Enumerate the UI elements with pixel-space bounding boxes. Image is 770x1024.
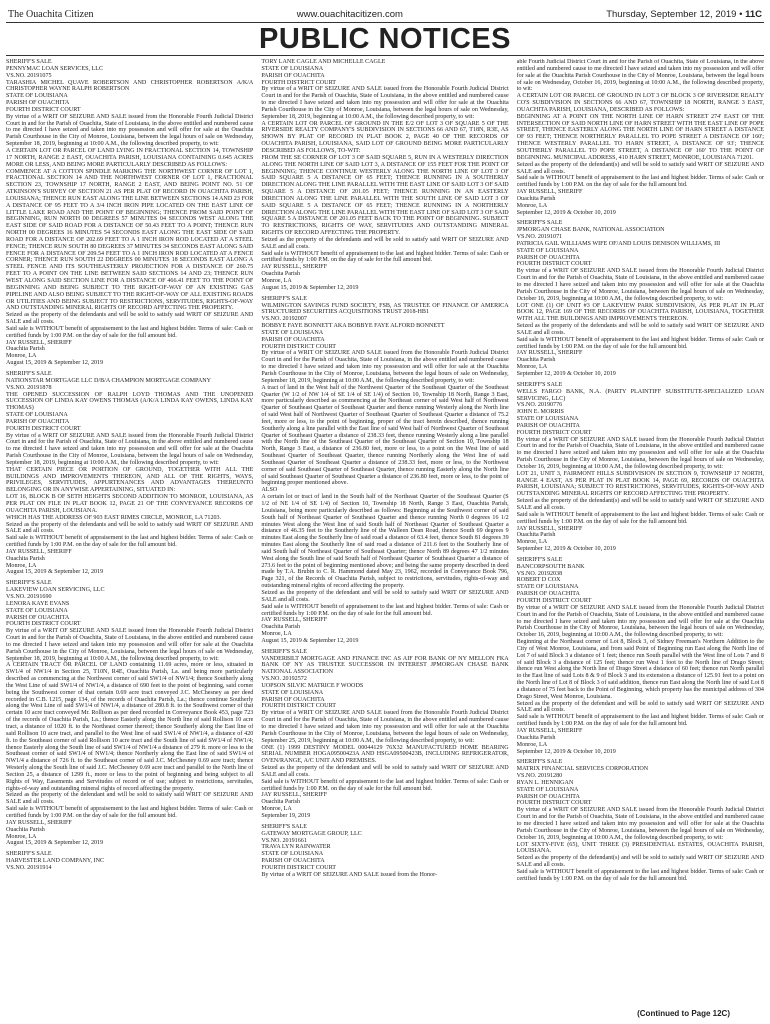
notice-line: Seized as the property of the defendants and will be sold to satisfy said WRIT OF SEIZURE AND SALE and all costs.	[6, 521, 254, 535]
notice-line: ONE (1) 1999 DESTINY MODEL 00044129 76X32 MANUFACTURED HOME BEARING SERIAL NUMBER HOGA09500423A AND HSGA09500423B, INCLUDING REFRIGERATOR, OVEN/RANGE, A/C UNIT AND PREMISES.	[261, 744, 509, 765]
notice-line: Seized as the property of the defendants and will be sold to satisfy said WRIT OF SEIZURE AND SALE and all costs.	[516, 323, 764, 336]
notice-line: By virtue of a WRIT OF SEIZURE AND SALE issued from the Honorable Fourth Judicial District Court in and for the Parish of Ouachita, State of Louisiana, in the above entitled and numbered cause to me directed I have seized and taken into my possession and will offer for sale at the Ouachita Parish Courthouse in the City of Monroe, Louisiana, between the legal hours of sale on Wednesday, October 16, 2019, beginning at 10:00 A.M., the following described property, to wit:	[516, 604, 764, 639]
notice-line: Beginning at the Northeast corner of Lot 8, Block 3, of Sidney Freeman's Northern Addition to the City of West Monroe, Louisiana, and from said Point of Beginning run East along the North line of Lot 7 of said Block 3 a distance of 1 feet; thence run South parallel with the West line of Lots 7 and 8 of said Block 3 a distance of 125 feet; thence run West 1 foot to the North line of Drago Street; thence run West along the North line of Drago Street a distance of 60 feet; thence run North parallel to the East line of said Lots 8 & 9 of Block 3 and its extension a distance of 125.91 feet to a point on the North line of Lot 8 of Block 3 of said addition, thence run East along the North line of said Lot 8 a distance of 75 feet back to the Point of Beginning, which property has the municipal address of 304 Drago Street, West Monroe, Louisiana.	[516, 639, 764, 700]
notice-line: FOURTH DISTRICT COURT	[516, 800, 592, 807]
paper-name: The Ouachita Citizen	[8, 9, 94, 20]
notice-line: PARISH OF OUACHITA	[261, 72, 325, 79]
notice-line: SHERIFF'S SALE	[6, 370, 52, 377]
notice-line: PARISH OF OUACHITA	[516, 254, 580, 261]
notice-line: SHERIFF'S SALE	[261, 295, 307, 302]
notice-line: September 19, 2019	[261, 812, 311, 819]
notice-line: SHERIFF'S SALE	[261, 823, 307, 830]
page-number: 11C	[745, 9, 762, 20]
notice-line: Ouachita Parish	[516, 532, 556, 539]
notice-line: PARISH OF OUACHITA	[261, 336, 325, 343]
notice-line: LOT 16, BLOCK B OF SETH HEIGHTS SECOND ADDITION TO MONROE, LOUISIANA, AS PER PLAT ON FILE IN PLAT BOOK 12, PAGE 21 OF THE CONVEYANCE RECORDS OF OUACHITA PARISH, LOUISIANA.	[6, 494, 254, 514]
notice-line: Seized as the property of the defendant(s) and will be sold to satisfy said WRIT OF SEIZURE AND SALE and all costs.	[516, 855, 764, 869]
notice-line: VS.NO. 20191280	[516, 773, 563, 780]
legal-notice	[517, 557, 764, 755]
notice-line: Monroe, LA	[516, 364, 548, 371]
notice-line: LENORA KAYE EVANS	[6, 600, 70, 607]
legal-notice	[517, 382, 764, 553]
notice-line: Said sale is WITHOUT benefit of appraisement to the last and highest bidder. Terms of sale: Cash or certified funds by 1:00 P.M. on the day of sale for the full amount bid.	[516, 511, 764, 525]
notice-line: PARISH OF OUACHITA	[516, 591, 580, 598]
issue-date: Thursday, September 12, 2019	[606, 9, 737, 20]
column-1	[6, 59, 253, 1017]
notice-line: Said sale is WITHOUT benefit of appraisement to the last and highest bidder. Terms of sale: Cash or certified funds by 1:00 P.M. on the day of sale for the full amount bid.	[6, 806, 254, 819]
notice-line: VS.NO. 20191914	[6, 864, 52, 871]
notice-line: A CERTAIN TRACT OR PARCEL OF LAND containing 11.69 acres, more or less, situated in SW1/4 of NW1/4 in Section 25, T10N, R4E, Ouachita Parish, La. and being more particularly described as commencing at the Northwest corner of said SW1/4 of NW1/4; thence Southerly along the West Line of said SW1/4 of NW1/4, a distance of 690 feet to the point of beginning, said corner being the Southwest corner of that certain 0.69 acre tract conveyed J.C. McChesney as per deed recorded in C.B. 1215, page 134, of the records of Ouachita Parish, La.; thence continue Southerly along the West Line of said SW1/4 of NW1/4, a distance of 280.8 ft. to the Southwest corner of that certain 10 acre tract conveyed Mr. Rollison as per deed recorded in Conveyance Book 453, page 723 of the records of Ouachita Parish, La.; thence Easterly along the North line of said Rollison 10 acre tract, a distance of 1020 ft. to the Northeast corner thereof; thence Southerly along the East line of said Rollison 10 acre tract, and parallel to the West line of said SW1/4 of NW1/4, a distance of 420 ft. to the Southeast corner of said Rollison 10 acre tract and the South line of said SW1/4 of NW1/4; thence Easterly along the South line of said SW1/4 of NW1/4 a distance of 279 ft. more or less to the Southeast corner of said SW1/4 of NW1/4; thence Northerly along the East line of said SW1/4 of NW1/4 a distance of 726 ft. to the Southeast corner of said J.C. McChesney 0.69 acre tract; thence Westerly along the South line of said J.C. McChesney 0.69 acre tract and parallel to the North line of Section 25, a distance of 1299 ft., more or less to the point of beginning and being subject to all Rights of Way, Easements and Servitudes of record or of use; subject to restrictions, servitudes, rights-of-way and outstanding mineral rights of record affecting the property.	[6, 662, 254, 792]
notice-line: PENNYMAC LOAN SERVICES, LLC	[6, 65, 104, 72]
notice-line: LOT SIXTY-FIVE (65), UNIT THREE (3) PRESIDENTIAL ESTATES, OUACHITA PARISH, LOUISIANA.	[516, 841, 764, 855]
notice-line: VS.NO. 20191661	[261, 837, 307, 844]
notice-line: BANCORPSOUTH BANK	[516, 563, 585, 570]
legal-notice	[261, 649, 508, 820]
column-2	[261, 59, 508, 1017]
notice-line: SHERIFF'S SALE	[516, 220, 563, 227]
notice-line: By virtue of a WRIT OF SEIZURE AND SALE issued from the Honorable Fourth Judicial District Court in and for the Parish of Ouachita, State of Louisiana, in the above entitled and numbered cause to me directed I have seized and taken into my possession and will offer for sale at the Ouachita Parish Courthouse in the City of Monroe, Louisiana, between the legal hours of sale on Wednesday, October 16, 2019, beginning at 10:00 A.M., the following described property, to wit:	[516, 268, 764, 302]
notice-line: VS.NO. 20191878	[6, 384, 52, 391]
notice-line: Monroe, LA	[6, 562, 37, 569]
notice-line: August 15, 2019 & September 12, 2019	[261, 284, 359, 291]
notice-line: Said sale is WITHOUT benefit of appraisement to the last and highest bidder. Terms of sale: Cash or certified funds by 1:00 P.M. on the day of sale for the full amount bid.	[516, 868, 764, 882]
notice-line: Seized as the property of the defendant and will be sold to satisfy said WRIT OF SEIZURE AND SALE and all costs.	[261, 589, 509, 603]
notice-line: Seized as the property of the defendant(s) and will be sold to satisfy said WRIT OF SEIZURE AND SALE and all costs.	[516, 498, 764, 511]
notice-line: JAY RUSSELL, SHERIFF	[516, 728, 583, 734]
notice-line: PARISH OF OUACHITA	[6, 614, 70, 621]
notice-line: ALSO	[261, 487, 278, 494]
notice-line: August 15, 2019 & September 12, 2019	[261, 637, 359, 644]
notice-line: A tract of land in the West half of the Northwest Quarter of the Southeast Quarter of the Southeast Quarter (W 1/2 of NW 1/4 of SE 1/4 of SE 1/4) of Section 10, Township 18 North, Range 3 East, more particularly described as commencing at the Northeast corner of said West half of Northwest Quarter of Southeast Quarter of Southeast Quarter and thence running Westerly along the North line of said West half of Northwest Quarter of Southeast Quarter of Southeast Quarter a distance of 75.2 feet, more or less, to the point of beginning, proper of the tract herein described, thence running Southerly along a line parallel with the East line of said West half of Northwest Quarter of Southeast Quarter of Southeast Quarter a distance of 238.33 feet, thence running Westerly along a line parallel with the North line of the Southeast Quarter of the Southeast Quarter of Section 10, Township 18 North, Range 3 East, a distance of 236.80 feet, more or less, to a point on the West line of said Southeast Quarter of Southeast Quarter, thence running Northerly along the West line of said Southeast Quarter of Southeast Quarter a distance of 238.33 feet, more or less, to the Northwest corner of said Southeast Quarter of Southeast Quarter, thence running Easterly along the North line of said Southeast Quarter of Southeast Quarter a distance of 236.80 feet, more or less, to the point of beginning proper mentioned above.	[261, 384, 509, 487]
notice-line: Said sale is WITHOUT benefit of appraisement to the last and highest bidder. Terms of sale: Cash or certified funds by 1:00 P.M. on the day of sale for the full amount bid.	[6, 535, 254, 549]
notice-line: JAY RUSSELL, SHERIFF	[261, 792, 328, 799]
notice-line: By virtue of a WRIT OF SEIZURE AND SALE issued from the Honor-	[261, 871, 438, 878]
notice-line: SHERIFF'S SALE	[6, 851, 52, 858]
notice-line: SHERIFF'S SALE	[516, 381, 563, 388]
notice-line: Said sale is WITHOUT benefit of appraisement to the last and highest bidder. Terms of sale: Cash or certified funds by 1:00 P.M. on the day of sale for the full amount bid.	[261, 250, 509, 264]
notice-line: SHERIFF'S SALE	[516, 556, 563, 563]
notice-line: By virtue of a WRIT OF SEIZURE AND SALE issued from the Honorable Fourth Judicial District Court in and for the Parish of Ouachita, State of Louisiana, in the above entitled and numbered cause to me directed I have seized and taken into my possession and will offer for sale at the Ouachita Parish Courthouse in the City of Monroe, Louisiana, between the legal hours of sale on Wednesday, September 25, 2019, beginning at 10:00 A.M., the following described property, to wit:	[261, 710, 509, 744]
notice-line: STATE OF LOUISIANA	[516, 584, 579, 591]
notice-line: FOURTH DISTRICT COURT	[516, 597, 592, 604]
notice-line: August 15, 2019 & September 12, 2019	[6, 569, 104, 576]
notice-line: FOURTH DISTRICT COURT	[6, 425, 81, 432]
notice-line: Monroe, LA	[6, 353, 37, 360]
notice-line: By virtue of a WRIT OF SEIZURE AND SALE issued from the Honorable Fourth Judicial District Court in and for the Parish of Ouachita, State of Louisiana, in the above entitled and numbered cause to me directed I have seized and taken into my possession and will offer for sale at the Ouachita Parish Courthouse in the City of Monroe, Louisiana, between the legal hours of sale on Wednesday, September 18, 2019, beginning at 10:00 A.M., the following described property, to wit:	[6, 113, 254, 148]
notice-line: STATE OF LOUISIANA	[261, 65, 324, 72]
notice-line: FOURTH DISTRICT COURT	[516, 261, 592, 268]
legal-notice	[517, 759, 764, 882]
notice-line: able Fourth Judicial District Court in and for the Parish of Ouachita, State of Louisiana, in the above entitled and numbered cause to me directed I have seized and taken into my possession and will offer for sale at the Ouachita Parish Courthouse in the City of Monroe, Louisiana, between the legal hours of sale on Wednesday, October 16, 2019, beginning at 10:00 A.M., the following described property, to wit:	[516, 59, 764, 93]
notice-line: Monroe, LA	[261, 631, 292, 638]
notice-line: COMMENCE AT A COTTON SPINDLE MARKING THE NORTHWEST CORNER OF LOT 1, FRACTIONAL SECTION 14 AND THE NORTHWEST CORNER OF LOT 1, FRACTIONAL SECTION 23, TOWNSHIP 17 NORTH, RANGE 2 EAST, AND BEING POINT NO. 51 OF ATKINSON'S SURVEY OF SECTION 21 AS PER PLAT OF RECORD IN OUACHITA PARISH, LOUISIANA; THENCE RUN EAST ALONG THE LINE BETWEEN SECTIONS 14 AND 23 FOR A DISTANCE OF 95 FEET TO A 3/4 INCH IRON PIPE LOCATED ON THE EAST LINE OF LITTLE LAKE ROAD AND THE POINT OF BEGINNING; THENCE FROM SAID POINT OF BEGINNING, RUN NORTH 00 DEGREES 57 MINUTES 04 SECONDS WEST ALONG THE EAST SIDE OF SAID ROAD FOR A DISTANCE OF 50.43 FEET TO A POINT; THENCE RUN NORTH 00 DEGREES 16 MINUTES 54 SECONDS EAST ALONG THE EAST SIDE OF SAID ROAD FOR A DISTANCE OF 202.69 FEET TO A 1 INCH IRON ROD LOCATED AT A STEEL FENCE; THENCE RUN SOUTH 80 DEGREES 37 MINUTES 34 SECONDS EAST ALONG SAID FENCE FOR A DISTANCE OF 209.54 FEET TO A 1 INCH IRON ROD LOCATED AT A FENCE CORNER; THENCE RUN SOUTH 22 DEGREES 00 MINUTES 18 SECONDS EAST ALONG A STEEL FENCE AND ITS SOUTHEASTERLY PROJECTION FOR A DISTANCE OF 260.75 FEET TO A POINT ON THE LINE BETWEEN SAID SECTIONS 14 AND 23; THENCE RUN WEST ALONG SAID SECTION LINE FOR A DISTANCE OF 466.41 FEET TO THE POINT OF BEGINNING AND BEING SUBJECT TO THE RIGHT-OF-WAY OF AN EXISTING GAS PIPELINE AND ALSO BEING SUBJECT TO THE RIGHT-OF-WAY OF ALL EXISTING ROADS OR UTILITIES AND BEING SUBJECT TO RESTRICTIONS, SERVITUDES, RIGHTS-OF-WAY AND OUTSTANDING MINERAL RIGHTS OF RECORD AFFECTING THE PROPERTY.	[6, 168, 254, 312]
notice-line: Seized as the property of the defendant and will be sold to satisfy said WRIT OF SEIZURE AND SALE and all costs.	[261, 765, 509, 778]
notice-line: JAY RUSSELL, SHERIFF	[6, 819, 72, 826]
notice-line: SHERIFF'S SALE	[516, 759, 563, 766]
continued-note: (Continued to Page 12C)	[637, 1009, 730, 1018]
notice-line: SHERIFF'S SALE	[6, 580, 52, 587]
notice-line: A CERTAIN LOT OR PARCEL OF GROUND IN LOT 3 OF BLOCK 3 OF RIVERSIDE REALTY CO'S SUBDIVISION IN SECTIONS 66 AND 67, TOWNSHIP 18 NORTH, RANGE 3 EAST, OUACHITA PARISH, LOUISIANA, DESCRIBED AS FOLLOWS:	[516, 93, 764, 113]
notice-line: Monroe, LA	[516, 741, 548, 748]
legal-notice	[6, 371, 253, 576]
notice-line: Monroe, LA	[261, 806, 292, 813]
notice-line: FOURTH DISTRICT COURT	[6, 621, 81, 628]
legal-notice	[261, 824, 508, 879]
notice-line: FOURTH DISTRICT COURT	[261, 864, 336, 871]
notice-line: Ouachita Parish	[6, 826, 45, 833]
notice-line: Seized as the property of the defendants and will be sold to satisfy said WRIT OF SEIZURE AND SALE and all costs.	[6, 312, 254, 326]
section-banner: PUBLIC NOTICES	[6, 23, 764, 56]
notice-line: LAKEVIEW LOAN SERVICING, LLC	[6, 587, 105, 594]
notice-line: Seized as the property of the defendant and will be sold to satisfy said WRIT OF SEIZURE AND SALE and all costs.	[6, 792, 254, 806]
notice-line: PARISH OF OUACHITA	[516, 793, 580, 800]
date-page: Thursday, September 12, 2019 • 11C	[606, 9, 762, 20]
notice-line: WILMINGTON SAVINGS FUND SOCIETY, FSB, AS TRUSTEE OF FINANCE OF AMERICA STRUCTURED SECURITIES ACQUISITIONS TRUST 2018-HB1	[261, 302, 509, 316]
legal-notice	[517, 220, 764, 377]
notice-line: Said sale is WITHOUT benefit of appraisement to the last and highest bidder. Terms of sale: Cash or certified funds by 1:00 P.M. on the day of sale for the full amount bid.	[516, 714, 764, 728]
notice-line: Ouachita Parish	[516, 357, 556, 364]
notice-line: JAY RUSSELL, SHERIFF	[6, 548, 72, 555]
notice-line: Monroe, LA	[6, 833, 37, 840]
legal-notice	[6, 59, 253, 367]
notice-line: August 15, 2019 & September 12, 2019	[6, 360, 104, 367]
notice-line: STATE OF LOUISIANA	[516, 416, 579, 423]
notice-line: TARASHIA MICHEL QUAVE ROBERTSON AND CHRISTOPHER ROBERTSON A/K/A CHRISTOPHER WAYNE RALPH ROBERTSON	[6, 79, 254, 93]
notice-line: PARISH OF OUACHITA	[261, 858, 325, 865]
notice-line: Ouachita Parish	[261, 799, 301, 806]
notice-line: VS.NO. 20192038	[516, 570, 563, 577]
notice-line: August 15, 2019 & September 12, 2019	[6, 840, 104, 847]
notice-line: STATE OF LOUISIANA	[261, 851, 324, 858]
notice-line: Ouachita Parish	[6, 346, 45, 353]
notice-line: Said sale is WITHOUT benefit of appraisement to the last and highest bidder. Terms of sale: Cash or certified funds by 1:00 P.M. on the day of sale for the full amount bid.	[6, 325, 254, 339]
notice-line: A CERTAIN LOT OR PARCEL OF GROUND IN THE E/2 OF LOT 3 OF SQUARE 5 OF THE RIVERSIDE REALTY COMPANY'S SUBDIVISION IN SECTIONS 66 AND 67, T18N, R3E, AS SHOWN BY PLAT OF RECORD IN PLAT BOOK 2, PAGE 40 OF THE RECORDS OF OUACHITA PARISH, LOUISIANA, SAID LOT OF GROUND BEING MORE PARTICULARLY DESCRIBED AS FOLLOWS, TO-WIT:	[261, 120, 509, 154]
notice-line: JAY RUSSELL, SHERIFF	[6, 339, 72, 346]
legal-notice	[261, 296, 508, 645]
notice-line: STATE OF LOUISIANA	[261, 689, 324, 696]
notice-line: UOPSON SILVIC MATRICE F WOODS	[261, 682, 364, 689]
notice-line: FOURTH DISTRICT COURT	[261, 343, 336, 350]
notice-line: VS.NO. 20191690	[6, 593, 52, 600]
notice-line: FROM THE SE CORNER OF LOT 3 OF SAID SQUARE 5, RUN IN A WESTERLY DIRECTION ALONG THE NORTH LINE OF SAID LOT 3, A DISTANCE OF 155 FEET FOR THE POINT OF BEGINNING; THENCE CONTINUE WESTERLY ALONG THE NORTH LINE OF LOT 3 OF SAID SQUARE 5 A DISTANCE OF 65 FEET; THENCE RUNNING IN A SOUTHERLY DIRECTION ALONG THE LINE PARALLEL WITH THE EAST LINE OF SAID LOT 3 OF SAID SQUARE 5 A DISTANCE OF 201.05 FEET; THENCE RUNNING IN AN EASTERLY DIRECTION ALONG THE LINE PARALLEL WITH THE SOUTH LINE OF SAID LOT 3 OF SAID SQUARE 5 A DISTANCE OF 65 FEET; THENCE RUNNING IN A NORTHERLY DIRECTION ALONG THE LINE PARALLEL WITH THE EAST LINE OF SAID LOT 3 OF SAID SQUARE 5 A DISTANCE OF 201.05 FEET BACK TO THE POINT OF BEGINNING. SUBJECT TO RESTRICTIONS, RIGHTS OF WAY, SERVITUDES AND OUTSTANDING MINERAL RIGHTS OF RECORD AFFECTING THE PROPERTY.	[261, 154, 509, 237]
notice-line: By virtue of a WRIT OF SEIZURE AND SALE issued from the Honorable Fourth Judicial District Court in and for the Parish of Ouachita, State of Louisiana, in the above entitled and numbered cause to me directed I have seized and taken into my possession and will offer for sale at the Ouachita Parish Courthouse in the City of Monroe, Louisiana, between the legal hours of sale on Wednesday, September 18, 2019, beginning at 10:00 A.M., the following described property, to wit:	[261, 86, 509, 120]
legal-notice	[6, 851, 253, 872]
notice-line: September 12, 2019 & October 10, 2019	[516, 209, 616, 216]
notice-line: GATEWAY MORTGAGE GROUP, LLC	[261, 830, 362, 837]
notice-line: PATRICIA GAIL WILLIAMS WIFE OF/AND LOUIS DENISON WILLIAMS, III	[516, 240, 721, 247]
notice-line: PARISH OF OUACHITA	[6, 418, 70, 425]
legal-notice	[517, 59, 764, 216]
notice-line: VS.NO. 20190776	[516, 402, 563, 409]
notice-line: Said sale is WITHOUT benefit of appraisement to the last and highest bidder. Terms of sale: Cash or certified funds by 1:00 P.M. on the day of sale for the full amount bid.	[261, 603, 509, 617]
notice-line: Monroe, LA	[261, 278, 292, 284]
notice-line: VS.NO. 20191071	[516, 234, 563, 241]
notice-line: JAY RUSSELL, SHERIFF	[261, 617, 328, 624]
notice-line: ROBERT D COX	[516, 577, 561, 584]
notice-line: STATE OF LOUISIANA	[261, 329, 324, 336]
notice-columns	[6, 59, 764, 1017]
notice-line: TORY LANE CAGLE AND MICHELLE CAGLE	[261, 59, 386, 65]
notice-line: NATIONSTAR MORTGAGE LLC D/B/A CHAMPION MORTGAGE COMPANY	[6, 377, 212, 384]
notice-line: STATE OF LOUISIANA	[6, 607, 68, 614]
notice-line: SHERIFF'S SALE	[261, 648, 307, 655]
notice-line: VS.NO. 20192572	[261, 676, 307, 683]
notice-line: BOBBYE FAYE BONNETT AKA BOBBYE FAYE ALFORD BONNETT	[261, 323, 445, 330]
notice-line: STATE OF LOUISIANA	[516, 247, 579, 254]
notice-line: Said sale is WITHOUT benefit of appraisement to the last and highest bidder. Terms of sale: Cash or certified funds by 1:00 P.M. on the day of sale for the full amount bid.	[516, 336, 764, 350]
notice-line: MATRIX FINANCIAL SERVICES CORPORATION	[516, 766, 649, 773]
notice-line: WELLS FARGO BANK, N.A. (PARTY PLAINTIFF SUBSTITUTE-SPECIALIZED LOAN SERVICING, LLC)	[516, 388, 764, 402]
notice-line: Monroe, LA	[516, 539, 548, 546]
notice-line: JAY RUSSELL, SHERIFF	[516, 350, 583, 357]
masthead	[6, 0, 764, 23]
legal-notice	[6, 580, 253, 847]
notice-line: Said sale is WITHOUT benefit of appraisement to the last and highest bidder. Terms of sale: Cash or certified funds by 1:00 P.M. on the day of sale for the full amount bid.	[516, 175, 764, 189]
notice-line: By virtue of a WRIT OF SEIZURE AND SALE issued from the Honorable Fourth Judicial District Court in and for the Parish of Ouachita, State of Louisiana, in the above entitled and numbered cause to me directed I have seized and taken into my possession and will offer for sale at the Ouachita Parish Courthouse in the City of Monroe, Louisiana, between the legal hours of sale on Wednesday, September 18, 2019, beginning at 10:00 A.M., the following described property, to wit:	[6, 628, 254, 662]
notice-line: BEGINNING AT A POINT ON THE NORTH LINE OF HARN STREET 274' EAST OF THE INTERSECTION OF SAID NORTH LINE OF HARN STREET WITH THE EAST LINE OF POPE STREET, THENCE EASTERLY ALONG THE NORTH LINE OF HARN STREET A DISTANCE OF 93 FEET; THENCE NORTHERLY PARALLEL TO POPE STREET A DISTANCE OF 160'; THENCE WESTERLY PARALLEL TO HARN STREET, A DISTANCE OF 93'; THENCE SOUTHERLY PARALLEL TO POPE STREET, A DISTANCE OF 160' TO THE POINT OF BEGINNING. MUNICIPAL ADDRESS, 410 HARN STREET, MONROE, LOUISIANA 71201.	[516, 113, 764, 161]
notice-line: Seized as the property of the defendants and will be sold to satisfy said WRIT OF SEIZURE AND SALE and all costs.	[261, 236, 509, 250]
notice-line: JAY RUSSELL, SHERIFF	[261, 264, 328, 271]
notice-line: Said sale is WITHOUT benefit of appraisement to the last and highest bidder. Terms of sale: Cash or certified funds by 1:00 P.M. on the day of sale for the full amount bid.	[261, 778, 509, 792]
notice-line: By virtue of a WRIT OF SEIZURE AND SALE issued from the Honorable Fourth Judicial District Court in and for the Parish of Ouachita, State of Louisiana, in the above entitled and numbered cause to me directed I have seized and taken into my possession and will offer for sale at the Ouachita Parish Courthouse in the City of Monroe, Louisiana, between the legal hours of sale on Wednesday, October 16, 2019, beginning at 10:00 A.M., the following described property, to wit:	[516, 807, 764, 841]
notice-line: VS.NO. 20192007	[261, 316, 307, 323]
notice-line: Seized as the property of the defendant and will be sold to satisfy said WRIT OF SEIZURE AND SALE and all costs.	[516, 700, 764, 714]
notice-line: FOURTH DISTRICT COURT	[6, 106, 81, 113]
notice-line: RYAN L. HENNIGAN	[516, 779, 574, 786]
notice-line: STATE OF LOUISIANA	[516, 786, 579, 793]
notice-line: LOT 21, UNIT 3, FAIRMONT HILLS SUBDIVISION IN SECTION 9, TOWNSHIP 17 NORTH, RANGE 4 EAST, AS PER PLAT IN PLAT BOOK 14, PAGE 69, RECORDS OF OUACHITA PARISH, LOUISIANA; SUBJECT TO RESTRICTIONS, SERVITUDES, RIGHTS-OF-WAY AND OUTSTANDING MINERAL RIGHTS OF RECORD AFFECTING THE PROPERTY.	[516, 470, 764, 498]
notice-line: By virtue of a WRIT OF SEIZURE AND SALE issued from the Honorable Fourth Judicial District Court in and for the Parish of Ouachita, State of Louisiana, in the above entitled and numbered cause to me directed I have seized and taken into my possession and will offer for sale at the Ouachita Parish Courthouse in the City of Monroe, Louisiana, between the legal hours of sale on Wednesday, September 18, 2019, beginning at 10:00 A.M., the following described property, to wit:	[6, 432, 254, 466]
notice-line: By virtue of a WRIT OF SEIZURE AND SALE issued from the Honorable Fourth Judicial District Court in and for the Parish of Ouachita, State of Louisiana, in the above entitled and numbered cause to me directed I have seized and taken into my possession and will offer for sale at the Ouachita Parish Courthouse in the City of Monroe, Louisiana, between the legal hours of sale on Wednesday, October 16, 2019, beginning at 10:00 A.M., the following described property, to wit:	[516, 436, 764, 470]
notice-line: Seized as the property of the defendant(s) and will be sold to satisfy said WRIT OF SEIZURE AND SALE and all costs.	[516, 161, 764, 175]
notice-line: September 12, 2019 & October 10, 2019	[516, 370, 616, 377]
notice-line: Ouachita Parish	[261, 271, 301, 278]
notice-line: A certain lot or tract of land in the South half of the Northeast Quarter of the Southeast Quarter (S 1/2 of NE 1/4 of SE 1/4) of Section 10, Township 18 North, Range 3 East, Ouachita Parish, Louisiana, being more particularly described as follows: Beginning at the Southwest corner of said South half of Northeast Quarter of Southeast Quarter and thence running North 0 degrees 16 1/2 minutes West along the West line of said South half of Northeast Quarter of Southeast Quarter a distance of 46.35 feet to the Southerly line of the Walleen Dean Road, thence South 69 degrees 9 minutes East along the Southerly line of said road a distance of 63.4 feet, thence South 81 degrees 39 minutes East along the Southerly line of said road a distance of 211.6 feet to the Southerly line of said South half of Northeast Quarter of Southeast Quarter; thence North 89 degrees 47 1/2 minutes West along the South line of said South half of Northeast Quarter of Southeast Quarter a distance of 273.6 feet to the point of beginning mentioned above; and being the same property described in deed made by T.A. Brubin to C. R. Hammond dated May 23, 1962, recorded in Conveyance Book 796, Page 321, of the Records of Ouachita Parish, subject to restrictions, servitudes, rights-of-way and outstanding mineral rights of record affecting the property.	[261, 494, 509, 590]
notice-line: PARISH OF OUACHITA	[516, 422, 580, 429]
notice-line: September 12, 2019 & October 10, 2019	[516, 546, 616, 553]
notice-line: PARISH OF OUACHITA	[6, 100, 70, 107]
legal-notice	[261, 59, 508, 292]
notice-line: FOURTH DISTRICT COURT	[516, 429, 592, 436]
notice-line: JAY RUSSELL, SHERIFF	[516, 525, 583, 532]
notice-line: FOURTH DISTRICT COURT	[261, 703, 336, 710]
notice-line: Ouachita Parish	[261, 624, 301, 631]
notice-line: SHERIFF'S SALE	[6, 59, 52, 65]
notice-line: TRAVA LYN RAINWATER	[261, 844, 331, 851]
notice-line: Ouachita Parish	[516, 734, 556, 741]
notice-line: By virtue of a WRIT OF SEIZURE AND SALE issued from the Honorable Fourth Judicial District Court in and for the Parish of Ouachita, State of Louisiana, in the above entitled and numbered cause to me directed I have seized and taken into my possession and will offer for sale at the Ouachita Parish Courthouse in the City of Monroe, Louisiana, between the legal hours of sale on Wednesday, September 18, 2019, beginning at 10:00 A.M., the following described property, to wit:	[261, 350, 509, 384]
notice-line: FOURTH DISTRICT COURT	[261, 79, 336, 86]
notice-line: VANDERBILT MORTGAGE AND FINANCE INC AS AIF FOR BANK OF NY MELLON FKA BANK OF NY AS TRUSTEE SUCCESSOR IN INTEREST JPMORGAN CHASE BANK NATIONAL ASSOCIATION	[261, 655, 509, 676]
notice-line: HARVESTER LAND COMPANY, INC	[6, 858, 105, 865]
notice-line: THAT CERTAIN PIECE OR PORTION OF GROUND, TOGETHER WITH ALL THE BUILDINGS AND IMPROVEMENTS THEREON, AND ALL OF THE RIGHTS, WAYS, PRIVILEGES, SERVITUDES, APPURTENANCES AND ADVANTAGES THEREUNTO BELONGING OR IN ANYWISE APPERTAINING, SITUATED IN:	[6, 466, 254, 494]
notice-line: A CERTAIN LOT OR PARCEL OF LAND LYING IN FRACTIONAL SECTION 14, TOWNSHIP 17 NORTH, RANGE 2 EAST, OUACHITA PARISH, LOUISIANA CONTAINING 0.645 ACRES MORE OR LESS, AND BEING MORE PARTICULARLY DESCRIBED AS FOLLOWS:	[6, 147, 254, 168]
notice-line: JAY RUSSELL, SHERIFF	[516, 189, 583, 196]
notice-line: Monroe, LA	[516, 202, 548, 209]
notice-line: STATE OF LOUISIANA	[6, 412, 68, 419]
notice-line: LOT ONE (1) OF UNIT #3 OF LAKEVIEW PARK SUBDIVISION, AS PER PLAT IN PLAT BOOK 12, PAGE 169 OF THE RECORDS OF OUACHITA PARISH, LOUISIANA, TOGETHER WITH ALL THE BUILDINGS AND IMPROVEMENTS THEREON.	[516, 302, 764, 323]
notice-line: STATE OF LOUISIANA	[6, 93, 68, 100]
notice-line: Ouachita Parish	[516, 195, 556, 202]
notice-line: September 12, 2019 & October 10, 2019	[516, 748, 616, 755]
column-3	[517, 59, 764, 1017]
notice-line: PARISH OF OUACHITA	[261, 696, 325, 703]
website-url[interactable]: www.ouachitacitizen.com	[296, 9, 403, 20]
notice-line: Ouachita Parish	[6, 555, 45, 562]
notice-line: VS.NO. 20191075	[6, 72, 52, 79]
notice-line: JOHN E. MORRIS	[516, 409, 564, 416]
notice-line: THE OPENED SUCCESSION OF RALPH LOYD THOMAS AND THE UNOPENED SUCCESSION OF LINDA KAY OWENS THOMAS (A/K/A LINDA KAY OWENS, LINDA KAY THOMAS)	[6, 391, 254, 412]
notice-line: JPMORGAN CHASE BANK, NATIONAL ASSOCIATION	[516, 227, 665, 234]
notice-line: WHICH HAS THE ADDRESS OF 903 EAST RIMES CIRCLE, MONROE, LA 71203.	[6, 514, 222, 521]
